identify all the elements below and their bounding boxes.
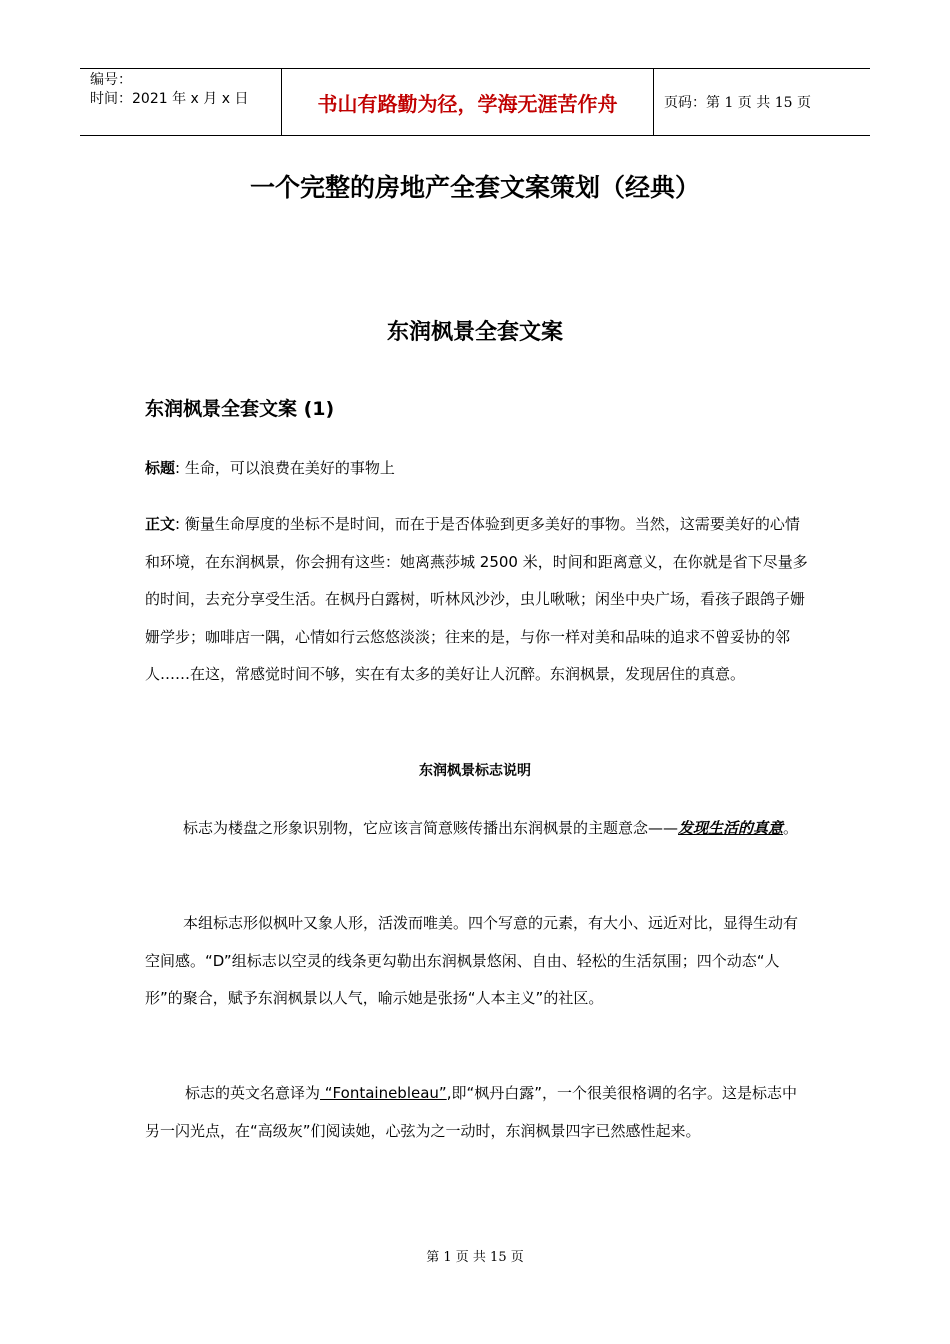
time-label: 时间：2021 年 x 月 x 日 [90, 91, 249, 107]
headline-text: : 生命，可以浪费在美好的事物上 [175, 459, 395, 477]
header-meta [80, 69, 282, 135]
header-page-info: 页码：第 1 页 共 15 页 [664, 95, 811, 111]
page-footer: 第 1 页 共 15 页 [426, 1250, 524, 1265]
logo-p1-end: 。 [783, 819, 799, 837]
header-table [80, 68, 870, 136]
headline-paragraph [145, 450, 810, 488]
logo-paragraph-2: 本组标志形似枫叶又象人形，活泼而唯美。四个写意的元素，有大小、远近对比，显得生动有空间感。“D”组标志以空灵的线条更勾勒出东润枫景悠闲、自由、轻松的生活氛围；四个动态“人形”的聚合，赋予东润枫景以人气，喻示她是张扬“人本主义”的社区。 [145, 914, 799, 1007]
headline-label: 标题 [145, 459, 176, 477]
body-paragraph [145, 506, 810, 694]
sub-title: 东润枫景全套文案 (1) [145, 398, 335, 420]
section-title: 东润枫景全套文案 [386, 320, 563, 345]
logo-section-heading: 东润枫景标志说明 [419, 763, 531, 779]
header-motto: 书山有路勤为径，学海无涯苦作舟 [282, 69, 654, 135]
logo-p1-emphasis: 发现生活的真意 [678, 819, 784, 837]
logo-paragraph-3 [145, 1075, 810, 1150]
document-title: 一个完整的房地产全套文案策划（经典） [249, 173, 700, 202]
logo-p3-start: 标志的英文名意译为 [185, 1084, 321, 1102]
body-label: 正文 [145, 515, 176, 533]
logo-p3-english: “Fontainebleau” [320, 1084, 447, 1102]
logo-p1-text: 标志为楼盘之形象识别物，它应该言简意赅传播出东润枫景的主题意念—— [183, 819, 679, 837]
logo-paragraph-1 [145, 810, 810, 848]
body-text: : 衡量生命厚度的坐标不是时间，而在于是否体验到更多美好的事物。当然，这需要美好的心情和环境，在东润枫景，你会拥有这些：她离燕莎城 2500 米，时间和距离意义，在你就是省下尽量多的时间，去充分享受生活。在枫丹白露树，听林风沙沙，虫儿啾啾；闲坐中央广场，看孩子跟鸽子姗姗学步；咖啡店一隅，心情如行云悠悠淡淡；往来的是，与你一样对美和品味的追求不曾妥协的邻人……在这，常感觉时间不够，实在有太多的美好让人沉醉。东润枫景，发现居住的真意。 [145, 515, 808, 683]
logo-p3-rest: ,即“枫丹白露”，一个很美很格调的名字。这是标志中另一闪光点，在“高级灰”们阅读她，心弦为之一动时，东润枫景四字已然感性起来。 [145, 1084, 798, 1140]
number-label: 编号： [90, 72, 132, 88]
